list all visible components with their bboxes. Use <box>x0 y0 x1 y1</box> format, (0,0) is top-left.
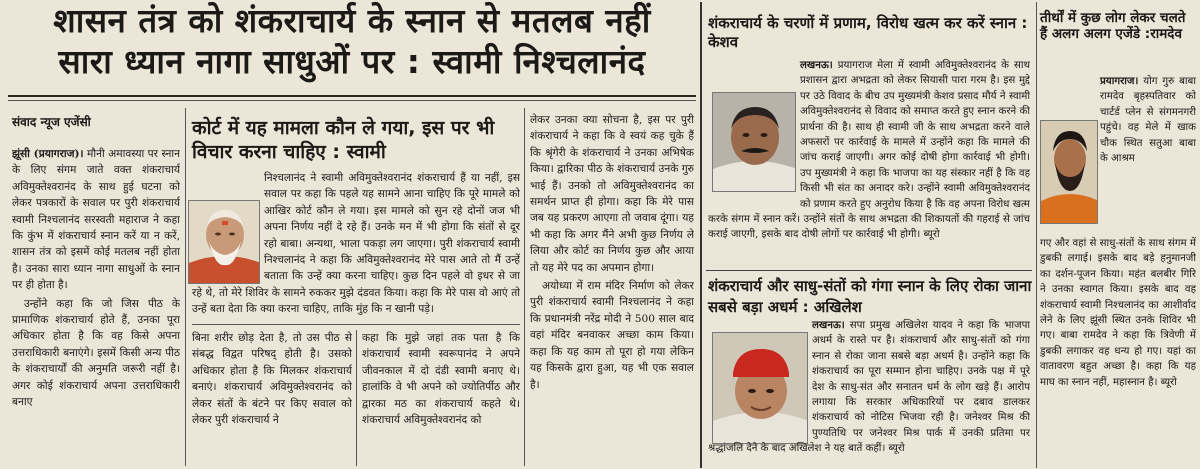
section-rule-right <box>1036 2 1037 468</box>
ramdev-headline: तीर्थों में कुछ लोग लेकर चलते हैं अलग अलग एजेंडे :रामदेव <box>1040 10 1186 42</box>
photo-float-space <box>192 170 264 284</box>
keshav-story-body <box>708 58 1030 266</box>
column-rule-1 <box>185 108 186 466</box>
keshav-story-text: प्रयागराज मेला में स्वामी अविमुक्तेश्वरानंद के साथ प्रशासन द्वारा अभद्रता को लेकर सियासी पारा गरम है। इस मुद्दे पर उठे विवाद के बीच उप मुख्यमंत्री केशव प्रसाद मौर्य ने स्वामी अविमुक्तेश्वरानंद से विवाद को समाप्त करते हुए स्नान करने की प्रार्थना की है। साथ ही स्वामी जी के साथ अभद्रता करने वाले अफसरों पर कार्रवाई के मामले में उन्होंने कहा कि मामले की जांच कराई जाएगी। अगर कोई दोषी होगा कार्रवाई भी होगी। उप मुख्यमंत्री ने कहा कि भाजपा का यह संस्कार नहीं है कि वह किसी भी संत का अनादर करे। उन्होंने स्वामी अविमुक्तेश्वरानंद को प्रणाम करते हुए अनुरोध किया है कि वह अपना विरोध खत्म करके संगम में स्नान करें। उन्होंने संतों के साथ अभद्रता की शिकायतों की गहराई से जांच कराई जाएगी, इसके बाद दोषी लोगों पर कार्रवाई भी होगी। ब्यूरो <box>708 60 1030 241</box>
baba-ramdev-photo <box>1040 120 1098 224</box>
main-story-col2-left <box>192 330 352 466</box>
akhilesh-dateline: लखनऊ। <box>812 319 845 331</box>
akhilesh-story-body <box>708 318 1030 466</box>
main-story-col1 <box>12 146 180 466</box>
main-story-col3 <box>530 112 694 466</box>
akhilesh-headline: शंकराचार्य और साधु-संतों को गंगा स्नान के लिए रोका जाना सबसे बड़ा अधर्म : अखिलेश <box>708 277 1032 316</box>
dateline: झूंसी (प्रयागराज)। <box>12 148 84 160</box>
headline-divider-thin <box>8 100 696 101</box>
ramdev-story-text: गए और वहां से साधु-संतों के साथ संगम में डुबकी लगाई। इसके बाद बड़े हनुमानजी का दर्शन-पूजन किया। महंत बलबीर गिरि ने उनका स्वागत किया। इसके बाद वह शंकराचार्य स्वामी निश्चलानंद का आशीर्वाद लेने के लिए झूंसी स्थित उनके शिविर भी गए। बाबा रामदेव ने कहा कि त्रिवेणी में डुबकी लगाकर वह धन्य हो गए। यहां का वातावरण बहुत अच्छा है। कहा कि यह माघ का स्नान नहीं, महास्नान है। ब्यूरो <box>1040 238 1196 388</box>
col3-paragraph2: अयोध्या में राम मंदिर निर्माण को लेकर पुरी शंकराचार्य स्वामी निश्चलानंद ने कहा कि प्रधानमंत्री नरेंद्र मोदी ने 500 साल बाद वहां मंदिर बनवाकर अच्छा काम किया। कहा कि यह काम तो पूरा हो गया लेकिन यह किसके द्वारा हुआ, यह भी एक सवाल है। <box>530 280 694 391</box>
headline-divider <box>8 95 696 97</box>
byline: संवाद न्यूज एजेंसी <box>12 115 91 129</box>
col2-left-text: बिना शरीर छोड़ देता है, तो उस पीठ से संबद्ध विद्वत परिषद् होती है। उसको अधिकार होता है कि मिलकर शंकराचार्य बनाएं। शंकराचार्य अविमुक्तेश्वरानंद को लेकर संतों के बंटने पर किए सवाल को लेकर पुरी शंकराचार्य ने <box>192 332 352 427</box>
col2-top-text: निश्चलानंद ने स्वामी अविमुक्तेश्वरानंद शंकराचार्य हैं या नहीं, इस सवाल पर कहा कि पहले यह सामने आना चाहिए कि पूरे मामले को आखिर कोर्ट कौन ले गया। इस मामले को सुन रहे दोनों जज भी अपना निर्णय नहीं दे रहे हैं। उनके मन में भी होगा कि संतों से दूर रहो बाबा। अन्यथा, भाला पकड़ा लग जाएगा। पुरी शंकराचार्य स्वामी निश्चलानंद ने कहा कि अविमुक्तेश्वरानंद मेरे पास आते तो मैं उन्हें बताता कि उन्हें क्या करना चाहिए। कुछ दिन पहले वो इधर से जा रहे थे, तो मेरे शिविर के सामने रुककर मुझे दंडवत किया। कहा कि मेरे पास वो आएं तो उन्हें बता देता कि क्या करना चाहिए, ताकि मुंह कि न खानी पड़े। <box>192 172 520 316</box>
portrait-illustration <box>1041 121 1098 224</box>
keshav-headline: शंकराचार्य के चरणों में प्रणाम, विरोध खत्म कर करें स्नान : केशव <box>708 14 1028 51</box>
photo-float-space <box>708 58 800 208</box>
sub-headline: कोर्ट में यह मामला कौन ले गया, इस पर भी विचार करना चाहिए : स्वामी <box>192 117 495 163</box>
col3-paragraph1: लेकर उनका क्या सोचना है, इस पर पुरी शंकराचार्य ने कहा कि वे स्वयं कह चुके हैं कि श्रृंगेरी के शंकराचार्य ने उनका अभिषेक किया। द्वारिका पीठ के शंकराचार्य उनके गुरु भाई हैं। उनको तो अविमुक्तेश्वरानंद का समर्थन प्राप्त ही होगा। कहा कि मेरे पास जब यह प्रकरण आएगा तो जवाब दूंगा। यह भी कहा कि अगर मैंने अभी कुछ निर्णय ले लिया और कोर्ट का निर्णय कुछ और आया तो यह मेरे पद का अपमान होगा। <box>530 114 694 274</box>
col1-paragraph1: मौनी अमावस्या पर स्नान के लिए संगम जाते वक्त शंकराचार्य अविमुक्तेश्वरानंद के साथ हुई घटना को लेकर पत्रकारों के सवाल पर पुरी शंकराचार्य स्वामी निश्चलानंद सरस्वती महाराज ने कहा कि कुंभ में शंकराचार्य स्नान करें या न करें, शासन तंत्र को इसमें कोई मतलब नहीं होता है। उनका सारा ध्यान नागा साधुओं के स्नान पर ही होता है। <box>12 148 180 292</box>
column-rule-3 <box>524 108 525 466</box>
ramdev-dateline: प्रयागराज। <box>1100 75 1139 87</box>
main-headline-line1: शासन तंत्र को शंकराचार्य के स्नान से मतलब नहीं <box>53 1 651 40</box>
ramdev-story-body <box>1040 236 1196 466</box>
main-story-col2-top <box>192 170 520 320</box>
ramdev-story-top-text: योग गुरु बाबा रामदेव बृहस्पतिवार को चार्टर्ड प्लेन से संगमनगरी पहुंचे। वह मेले में खाक चौक स्थित सतुआ बाबा के आश्रम <box>1100 76 1196 165</box>
col2-divider <box>192 324 520 325</box>
col2-right-text: कहा कि मुझे जहां तक पता है कि शंकराचार्य स्वामी स्वरूपानंद ने अपने जीवनकाल में दो दंडी स्वामी बनाए थे। हालांकि वे भी अपने को ज्योतिर्पीठ और द्वारका मठ का शंकराचार्य कहते थे। शंकराचार्य अविमुक्तेश्वरानंद को <box>362 332 520 427</box>
keshav-akhilesh-divider <box>706 270 1032 271</box>
col1-paragraph2: उन्होंने कहा कि जो जिस पीठ के प्रामाणिक शंकराचार्य होते हैं, उनका पूरा अधिकार होता है कि वह किसे अपना उत्तराधिकारी बनाएंगे। इसमें किसी अन्य पीठ के शंकराचार्यों की अनुमति जरूरी नहीं है। अगर कोई शंकराचार्य अपना उत्तराधिकारी बनाए <box>12 297 180 409</box>
akhilesh-story-text: सपा प्रमुख अखिलेश यादव ने कहा कि भाजपा अधर्म के रास्ते पर है। शंकराचार्य और साधु-संतों को गंगा स्नान से रोका जाना सबसे बड़ा अधर्म है। उन्होंने कहा कि शंकराचार्य का पूरा सम्मान होना चाहिए। उनके पक्ष में पूरे देश के साधु-संत और सनातन धर्म के लोग खड़े हैं। आरोप लगाया कि सरकार अधिकारियों पर दबाव डालकर शंकराचार्य को नोटिस भिजवा रही है। जनेश्वर मिश्र की पुण्यतिथि पर जनेश्वर मिश्र पार्क में उनकी प्रतिमा पर श्रद्धांजलि देने के बाद अखिलेश ने यह बातें कहीं। ब्यूरो <box>708 320 1030 455</box>
main-story-col2-right <box>362 330 520 466</box>
photo-float-space <box>708 318 812 430</box>
main-headline <box>6 1 698 81</box>
column-rule-2 <box>356 330 357 466</box>
section-rule-left <box>700 2 702 468</box>
keshav-dateline: लखनऊ। <box>800 59 833 71</box>
main-headline-line2: सारा ध्यान नागा साधुओं पर : स्वामी निश्चलानंद <box>58 41 646 81</box>
